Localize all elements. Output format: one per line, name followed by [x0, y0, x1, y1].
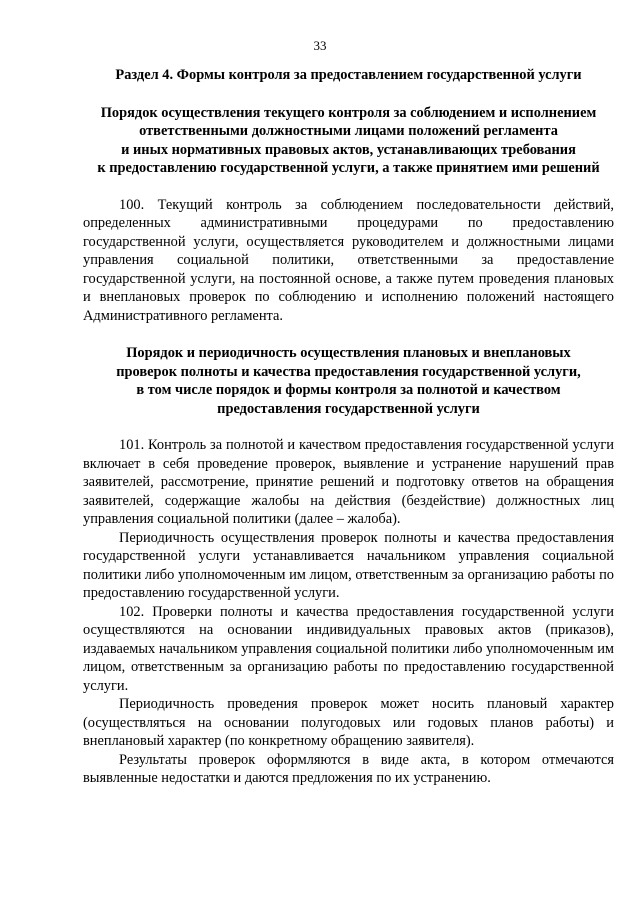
paragraph-101-periodicity: Периодичность осуществления проверок полноты и качества предоставления государственной услуги устанавливается начальником управления социальной политики либо уполномоченным им лицом, ответственным за организацию работы по предоставлению государственной услуги. [83, 529, 614, 601]
paragraph-102: 102. Проверки полноты и качества предоставления государственной услуги осуществляются на основании индивидуальных правовых актов (приказов), издаваемых начальником управления социальной политики либо уполномоченным им лицом, ответственным за организацию работы по предоставлению государственной услуги. [83, 603, 614, 694]
subsection-heading-line: проверок полноты и качества предоставления государственной услуги, [116, 363, 581, 380]
subsection-heading-line: Порядок и периодичность осуществления плановых и внеплановых [126, 345, 571, 361]
paragraph-100: 100. Текущий контроль за соблюдением последовательности действий, определенных административными процедурами по предоставлению государственной услуги, осуществляется руководителем и должностными лицами управления социальной политики, ответственными за предоставление государственной услуги, на постоянной основе, а также путем проведения плановых и внеплановых проверок по соблюдению и исполнению положений настоящего Административного регламента. [83, 196, 614, 324]
paragraph-102-results: Результаты проверок оформляются в виде акта, в котором отмечаются выявленные недостатки и даются предложения по их устранению. [83, 751, 614, 786]
subsection-heading-line: к предоставлению государственной услуги, а также принятием ими решений [97, 160, 600, 176]
document-body [83, 66, 614, 788]
paragraph-101: 101. Контроль за полнотой и качеством предоставления государственной услуги включает в себя проведение проверок, выявление и устранение нарушений прав заявителей, рассмотрение, принятие решений и подготовку ответов на обращения заявителей, содержащие жалобы на действия (бездействие) должностных лиц управления социальной политики (далее – жалоба). [83, 437, 614, 527]
subsection-heading-line: и иных нормативных правовых актов, устанавливающих требования [121, 141, 576, 158]
subsection-heading-line: в том числе порядок и формы контроля за полнотой и качеством [136, 382, 561, 398]
subsection-heading-inspections [83, 344, 614, 418]
subsection-heading-current-control [83, 104, 614, 178]
section-title: Раздел 4. Формы контроля за предоставлением государственной услуги [115, 67, 582, 83]
subsection-heading-line: предоставления государственной услуги [217, 400, 480, 417]
subsection-heading-line: ответственными должностными лицами положений регламента [139, 123, 558, 139]
subsection-heading-line: Порядок осуществления текущего контроля за соблюдением и исполнением [100, 104, 597, 121]
page-number: 33 [313, 38, 327, 53]
paragraph-102-periodicity: Периодичность проведения проверок может носить плановый характер (осуществляться на основании полугодовых или годовых планов работы) и внеплановый характер (по конкретному обращению заявителя). [83, 696, 614, 749]
